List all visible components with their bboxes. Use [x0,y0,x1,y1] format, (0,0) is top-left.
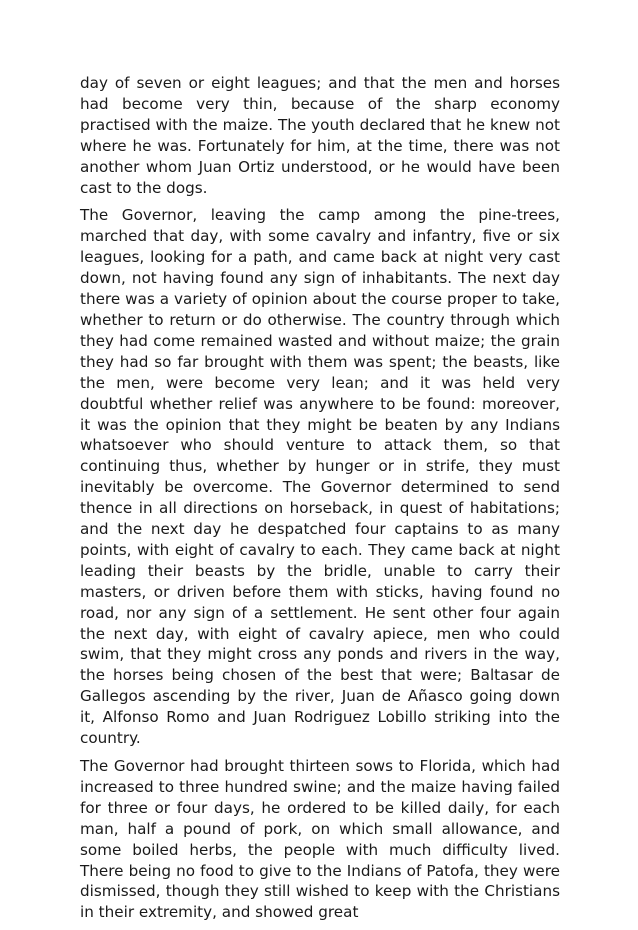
paragraph-2: The Governor, leaving the camp among the pine-trees, marched that day, with some cavalry and infantry, five or six leagues, looking for a path, and came back at night very cast down, not having found any sign of inhabitants. The next day there was a variety of opinion about the course proper to take, whether to return or do otherwise. The country through which they had come remained wasted and without maize; the grain they had so far brought with them was spent; the beasts, like the men, were become very lean; and it was held very doubtful whether relief was anywhere to be found: moreover, it was the opinion that they might be beaten by any Indians whatsoever who should venture to attack them, so that continuing thus, whether by hunger or in strife, they must inevitably be overcome. The Governor determined to send thence in all directions on horseback, in quest of habitations; and the next day he despatched four captains to as many points, with eight of cavalry to each. They came back at night leading their beasts by the bridle, unable to carry their masters, or driven before them with sticks, having found no road, nor any sign of a settlement. He sent other four again the next day, with eight of cavalry apiece, men who could swim, that they might cross any ponds and rivers in the way, the horses being chosen of the best that were; Baltasar de Gallegos ascending by the river, Juan de Añasco going down it, Alfonso Romo and Juan Rodriguez Lobillo striking into the country. [80,206,560,748]
page-body [80,73,560,930]
paragraph-1: day of seven or eight leagues; and that the men and horses had become very thin, because of the sharp economy practised with the maize. The youth declared that he knew not where he was. Fortunately for him, at the time, there was not another whom Juan Ortiz understood, or he would have been cast to the dogs. [80,74,560,197]
paragraph-3: The Governor had brought thirteen sows to Florida, which had increased to three hundred swine; and the maize having failed for three or four days, he ordered to be killed daily, for each man, half a pound of pork, on which small allowance, and some boiled herbs, the people with much difficulty lived. There being no food to give to the Indians of Patofa, they were dismissed, though they still wished to keep with the Christians in their extremity, and showed great [80,757,560,922]
